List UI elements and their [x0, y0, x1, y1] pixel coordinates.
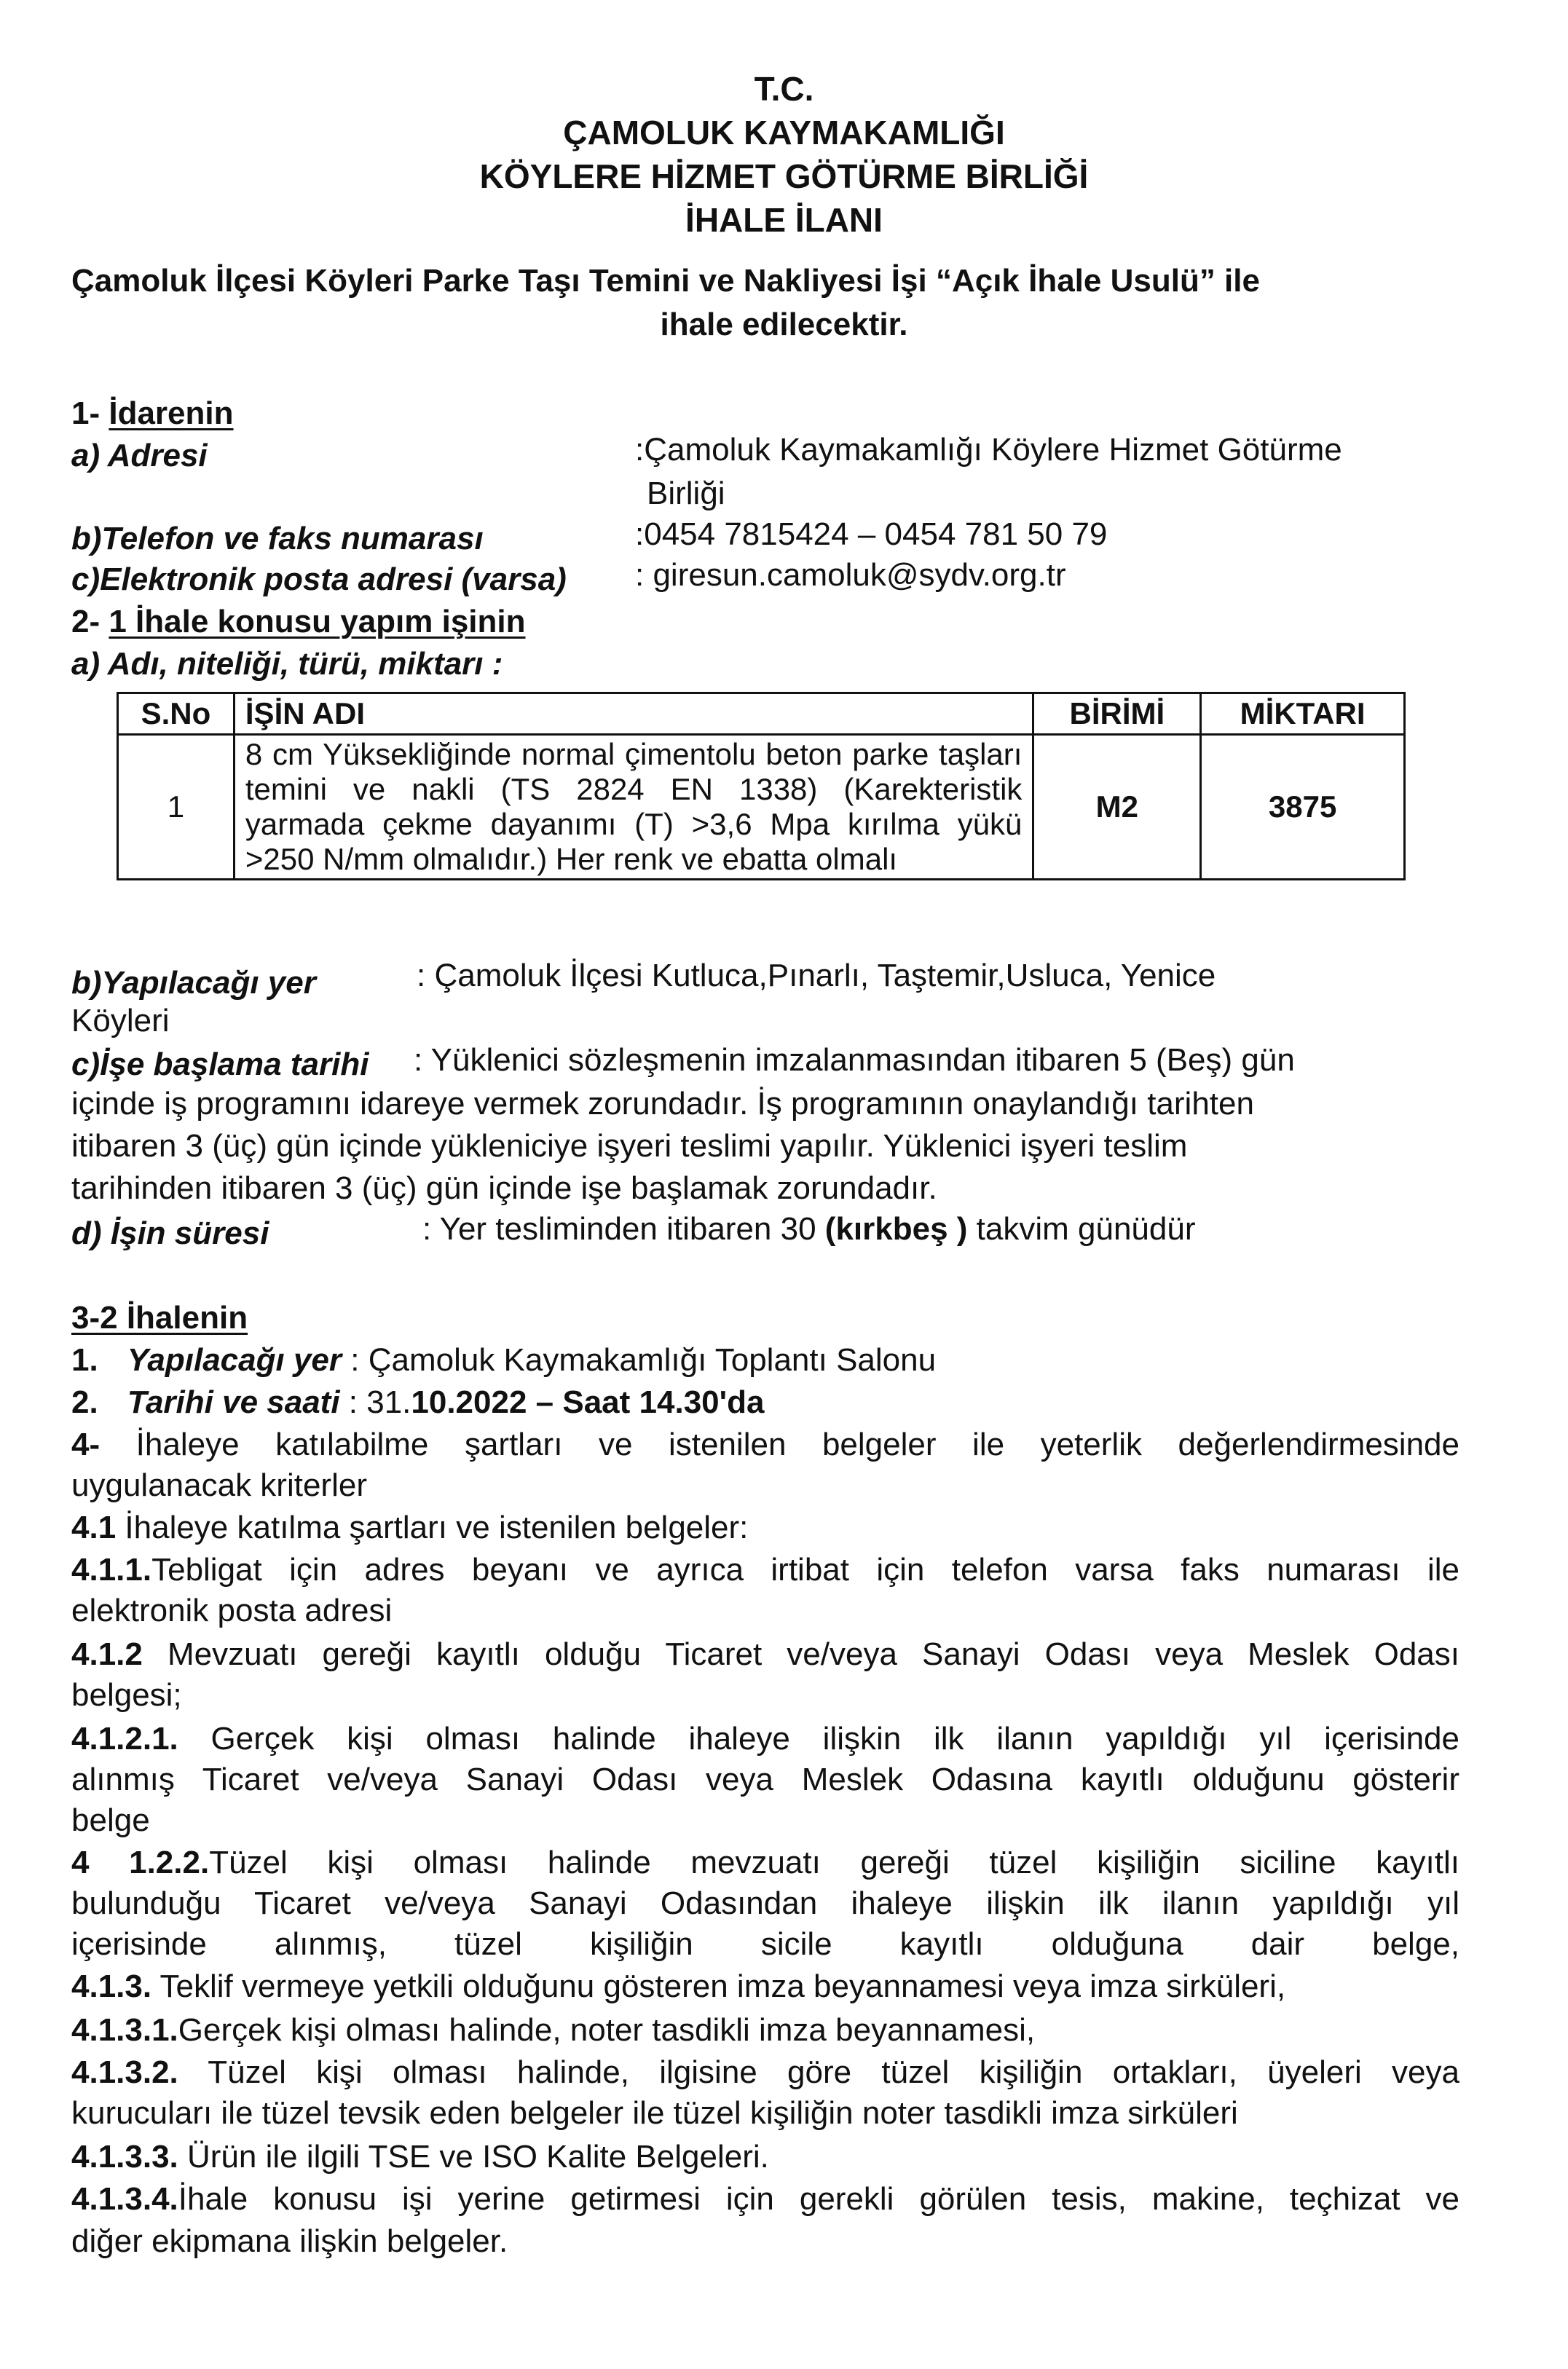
work-description-label: a) Adı, niteliği, türü, miktarı : — [71, 646, 503, 682]
tender-place: 1. Yapılacağı yer : Çamoluk Kaymakamlığı Toplantı Salonu — [71, 1342, 937, 1378]
item-4-1-3-2: 4.1.3.2. Tüzel kişi olması halinde, ilgisine göre tüzel kişiliğin ortakları, üyeleri veya — [71, 2054, 1459, 2090]
item-4-1-2-1-cont: alınmış Ticaret ve/veya Sanayi Odası veya Meslek Odasına kayıtlı olduğunu gösterir — [71, 1762, 1459, 1797]
start-date-line-3: itibaren 3 (üç) gün içinde yükleniciye işyeri teslimi yapılır. Yüklenici işyeri teslim — [71, 1128, 1188, 1164]
location-value: : Çamoluk İlçesi Kutluca,Pınarlı, Taştemir,Usluca, Yenice — [417, 958, 1216, 993]
section-4-intro: 4- İhaleye katılabilme şartları ve istenilen belgeler ile yeterlik değerlendirmesinde — [71, 1427, 1459, 1462]
item-4-1-2: 4.1.2 Mevzuatı gereği kayıtlı olduğu Ticaret ve/veya Sanayi Odası veya Meslek Odası — [71, 1636, 1459, 1672]
header-birlik: KÖYLERE HİZMET GÖTÜRME BİRLİĞİ — [479, 157, 1089, 195]
location-label: b)Yapılacağı yer — [71, 965, 316, 1001]
email-value: : giresun.camoluk@sydv.org.tr — [635, 557, 1066, 593]
item-4-1-3-1: 4.1.3.1.Gerçek kişi olması halinde, noter tasdikli imza beyannamesi, — [71, 2012, 1036, 2048]
item-4-1-3: 4.1.3. Teklif vermeye yetkili olduğunu gösteren imza beyannamesi veya imza sirküleri, — [71, 1968, 1286, 2004]
col-header-unit: BİRİMİ — [1033, 693, 1201, 735]
header-tc: T.C. — [754, 70, 814, 108]
item-4-1: 4.1 İhaleye katılma şartları ve istenilen belgeler: — [71, 1510, 749, 1545]
cell-name: 8 cm Yüksekliğinde normal çimentolu beton parke taşları temini ve nakli (TS 2824 EN 1338) (Karekteristik yarmada çekme dayanımı (T) >3,6 Mpa kırılma yükü >250 N/mm olmalıdır.) Her renk ve ebatta olmalı — [234, 735, 1033, 880]
item-4-1-2-2: 4 1.2.2.Tüzel kişi olması halinde mevzuatı gereği tüzel kişiliğin siciline kayıtlı — [71, 1845, 1459, 1880]
address-value: :Çamoluk Kaymakamlığı Köylere Hizmet Götürme — [635, 432, 1342, 468]
email-label: c)Elektronik posta adresi (varsa) — [71, 561, 567, 597]
address-value-cont: Birliği — [647, 476, 725, 511]
cell-qty: 3875 — [1201, 735, 1405, 880]
intro-line-2: ihale edilecektir. — [660, 307, 908, 342]
item-4-1-2-2-cont: bulunduğu Ticaret ve/veya Sanayi Odasından ihaleye ilişkin ilk ilanın yapıldığı yıl — [71, 1885, 1459, 1921]
section-2-heading: 2- 1 İhale konusu yapım işinin — [71, 604, 526, 639]
phone-label: b)Telefon ve faks numarası — [71, 521, 484, 556]
duration-value: : Yer tesliminden itibaren 30 (kırkbeş ) takvim günüdür — [422, 1211, 1196, 1247]
address-label: a) Adresi — [71, 438, 208, 473]
table-header-row — [118, 693, 1405, 735]
item-4-1-2-cont: belgesi; — [71, 1677, 182, 1713]
header-ihale-ilani: İHALE İLANI — [685, 201, 883, 239]
table-row — [118, 735, 1405, 880]
col-header-name: İŞİN ADI — [234, 693, 1033, 735]
col-header-sno: S.No — [118, 693, 235, 735]
start-date-line-2: içinde iş programını idareye vermek zorundadır. İş programının onaylandığı tarihten — [71, 1086, 1254, 1122]
section-1-heading: 1- İdarenin — [71, 395, 234, 431]
cell-unit: M2 — [1033, 735, 1201, 880]
cell-sno: 1 — [118, 735, 235, 880]
item-4-1-3-2-cont: kurucuları ile tüzel tevsik eden belgeler ile tüzel kişiliğin noter tasdikli imza sirküleri — [71, 2095, 1238, 2131]
col-header-qty: MİKTARI — [1201, 693, 1405, 735]
header-kaymakamlik: ÇAMOLUK KAYMAKAMLIĞI — [563, 114, 1005, 151]
tender-datetime: 2. Tarihi ve saati : 31.10.2022 – Saat 14.30'da — [71, 1384, 765, 1420]
phone-value: :0454 7815424 – 0454 781 50 79 — [635, 516, 1108, 552]
item-4-1-2-2-cont-2: içerisinde alınmış, tüzel kişiliğin sicile kayıtlı olduğuna dair belge, — [71, 1926, 1459, 1962]
item-4-1-2-1-cont-2: belge — [71, 1802, 150, 1838]
intro-line-1: Çamoluk İlçesi Köyleri Parke Taşı Temini ve Nakliyesi İşi “Açık İhale Usulü” ile — [71, 263, 1260, 299]
location-value-cont: Köyleri — [71, 1003, 170, 1038]
item-4-1-3-3: 4.1.3.3. Ürün ile ilgili TSE ve ISO Kalite Belgeleri. — [71, 2139, 769, 2175]
work-items-table — [117, 692, 1406, 880]
item-4-1-2-1: 4.1.2.1. Gerçek kişi olması halinde ihaleye ilişkin ilk ilanın yapıldığı yıl içerisinde — [71, 1721, 1459, 1757]
section-4-intro-cont: uygulanacak kriterler — [71, 1467, 367, 1503]
start-date-value: : Yüklenici sözleşmenin imzalanmasından itibaren 5 (Beş) gün — [414, 1042, 1295, 1078]
start-date-label: c)İşe başlama tarihi — [71, 1046, 369, 1082]
item-4-1-1-cont: elektronik posta adresi — [71, 1593, 393, 1628]
item-4-1-1: 4.1.1.Tebligat için adres beyanı ve ayrıca irtibat için telefon varsa faks numarası ile — [71, 1552, 1459, 1588]
item-4-1-3-4-cont: diğer ekipmana ilişkin belgeler. — [71, 2223, 508, 2259]
section-3-heading: 3-2 İhalenin — [71, 1300, 248, 1336]
item-4-1-3-4: 4.1.3.4.İhale konusu işi yerine getirmesi için gerekli görülen tesis, makine, teçhizat ve — [71, 2181, 1459, 2217]
duration-label: d) İşin süresi — [71, 1215, 269, 1251]
start-date-line-4: tarihinden itibaren 3 (üç) gün içinde işe başlamak zorundadır. — [71, 1170, 937, 1206]
